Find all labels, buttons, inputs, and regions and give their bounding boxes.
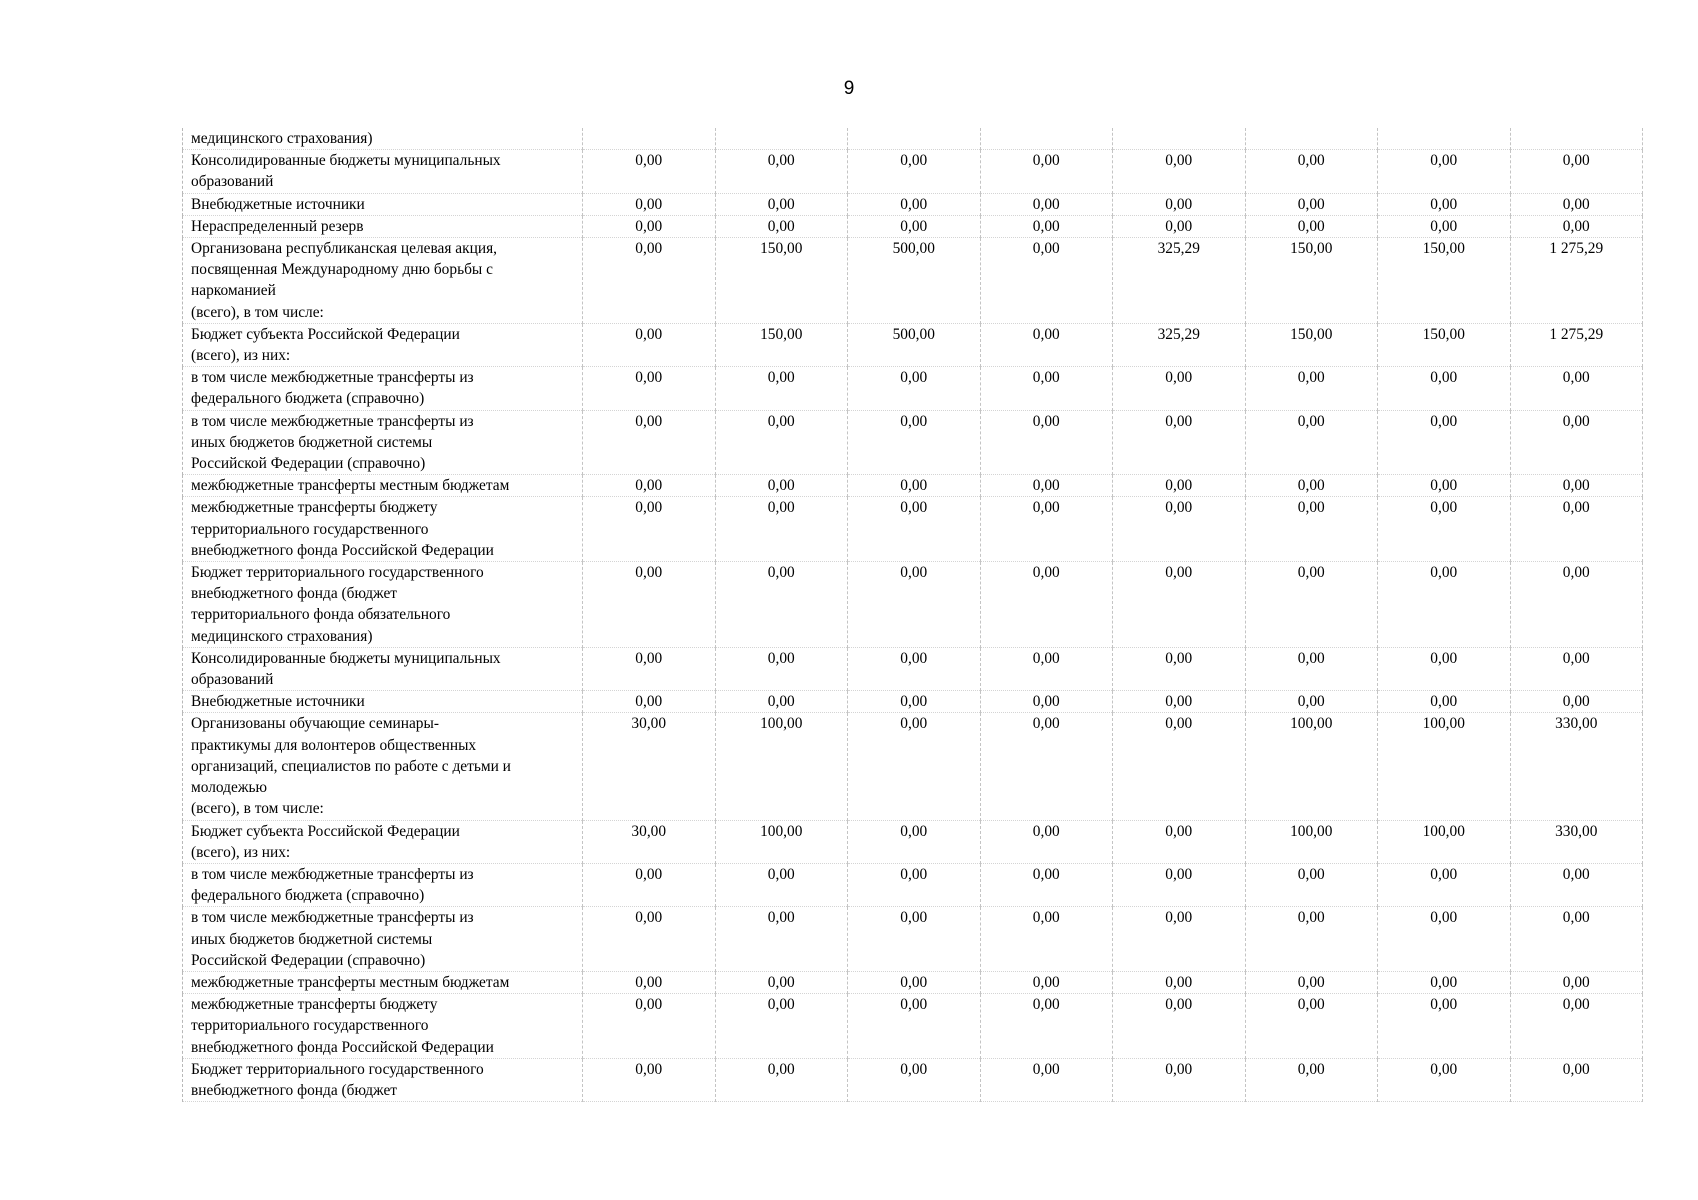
row-label-cell xyxy=(183,713,583,820)
value-cell: 0,00 xyxy=(715,691,848,713)
value-cell: 0,00 xyxy=(715,215,848,237)
value-cell: 0,00 xyxy=(848,820,981,863)
value-cell: 0,00 xyxy=(1245,647,1378,690)
value-cell: 0,00 xyxy=(1245,410,1378,475)
row-label-line: Организованы обучающие семинары- xyxy=(191,715,439,733)
value-cell: 0,00 xyxy=(1510,410,1643,475)
value-cell: 0,00 xyxy=(583,150,716,193)
value-cell: 0,00 xyxy=(848,1058,981,1101)
row-label-line: (всего), из них: xyxy=(191,843,291,861)
table-row xyxy=(183,713,1643,820)
value-cell: 150,00 xyxy=(715,323,848,366)
value-cell: 0,00 xyxy=(980,971,1113,993)
value-cell: 0,00 xyxy=(1378,971,1511,993)
value-cell: 0,00 xyxy=(715,994,848,1059)
value-cell: 0,00 xyxy=(1510,691,1643,713)
table-row xyxy=(183,215,1643,237)
value-cell: 100,00 xyxy=(715,820,848,863)
value-cell: 0,00 xyxy=(980,410,1113,475)
value-cell: 0,00 xyxy=(583,647,716,690)
value-cell: 0,00 xyxy=(1113,691,1246,713)
value-cell: 0,00 xyxy=(583,1058,716,1101)
row-label-cell xyxy=(183,323,583,366)
value-cell: 0,00 xyxy=(1245,863,1378,906)
value-cell: 0,00 xyxy=(1378,367,1511,410)
value-cell: 330,00 xyxy=(1510,820,1643,863)
value-cell: 0,00 xyxy=(980,907,1113,972)
value-cell: 0,00 xyxy=(1245,562,1378,648)
row-label-line: Бюджет субъекта Российской Федерации xyxy=(191,325,460,343)
value-cell: 0,00 xyxy=(1510,215,1643,237)
value-cell: 0,00 xyxy=(1245,497,1378,562)
row-label-line: в том числе межбюджетные трансферты из xyxy=(191,369,474,387)
table-row xyxy=(183,238,1643,324)
value-cell: 0,00 xyxy=(583,994,716,1059)
value-cell: 0,00 xyxy=(1510,562,1643,648)
table-row xyxy=(183,863,1643,906)
row-label-cell xyxy=(183,128,583,150)
value-cell: 0,00 xyxy=(848,863,981,906)
value-cell: 150,00 xyxy=(1245,238,1378,324)
value-cell: 100,00 xyxy=(1378,820,1511,863)
value-cell: 0,00 xyxy=(1245,475,1378,497)
value-cell: 0,00 xyxy=(583,215,716,237)
row-label-line: Консолидированные бюджеты муниципальных xyxy=(191,649,501,667)
value-cell: 0,00 xyxy=(1113,475,1246,497)
value-cell: 0,00 xyxy=(848,691,981,713)
value-cell: 0,00 xyxy=(980,562,1113,648)
row-label-cell xyxy=(183,150,583,193)
row-label-cell xyxy=(183,475,583,497)
value-cell: 0,00 xyxy=(1378,475,1511,497)
value-cell: 0,00 xyxy=(980,475,1113,497)
row-label-line: межбюджетные трансферты местным бюджетам xyxy=(191,477,510,495)
table-row xyxy=(183,410,1643,475)
value-cell: 0,00 xyxy=(583,907,716,972)
value-cell: 100,00 xyxy=(1245,820,1378,863)
row-label-line: внебюджетного фонда Российской Федерации xyxy=(191,1038,494,1056)
value-cell: 100,00 xyxy=(1378,713,1511,820)
row-label-line: иных бюджетов бюджетной системы xyxy=(191,930,433,948)
row-label-line: федерального бюджета (справочно) xyxy=(191,887,425,905)
table-row xyxy=(183,367,1643,410)
value-cell xyxy=(980,128,1113,150)
table-row xyxy=(183,1058,1643,1101)
value-cell: 0,00 xyxy=(715,863,848,906)
value-cell: 1 275,29 xyxy=(1510,238,1643,324)
value-cell: 0,00 xyxy=(1510,907,1643,972)
value-cell: 150,00 xyxy=(715,238,848,324)
value-cell: 0,00 xyxy=(980,193,1113,215)
row-label-line: медицинского страхования) xyxy=(191,627,373,645)
row-label-line: территориального государственного xyxy=(191,520,429,538)
value-cell: 0,00 xyxy=(1113,562,1246,648)
value-cell: 0,00 xyxy=(1113,150,1246,193)
value-cell: 0,00 xyxy=(1245,1058,1378,1101)
value-cell: 0,00 xyxy=(1378,863,1511,906)
row-label-line: в том числе межбюджетные трансферты из xyxy=(191,865,474,883)
value-cell: 0,00 xyxy=(980,215,1113,237)
table-row xyxy=(183,971,1643,993)
value-cell: 150,00 xyxy=(1378,238,1511,324)
value-cell: 0,00 xyxy=(583,475,716,497)
row-label-line: Организована республиканская целевая акция, xyxy=(191,240,498,258)
row-label-line: (всего), из них: xyxy=(191,347,291,365)
value-cell: 0,00 xyxy=(848,994,981,1059)
row-label-line: (всего), в том числе: xyxy=(191,800,324,818)
table-row xyxy=(183,497,1643,562)
row-label-cell xyxy=(183,367,583,410)
row-label-cell xyxy=(183,647,583,690)
row-label-cell xyxy=(183,863,583,906)
value-cell: 0,00 xyxy=(583,497,716,562)
value-cell: 0,00 xyxy=(848,193,981,215)
value-cell: 0,00 xyxy=(848,367,981,410)
row-label-cell xyxy=(183,497,583,562)
value-cell: 0,00 xyxy=(1510,971,1643,993)
value-cell: 0,00 xyxy=(583,323,716,366)
value-cell: 0,00 xyxy=(715,497,848,562)
value-cell: 0,00 xyxy=(715,475,848,497)
value-cell: 0,00 xyxy=(715,1058,848,1101)
row-label-line: образований xyxy=(191,173,274,191)
page-number: 9 xyxy=(843,78,855,99)
value-cell: 0,00 xyxy=(1378,691,1511,713)
value-cell: 0,00 xyxy=(848,907,981,972)
value-cell: 0,00 xyxy=(848,497,981,562)
row-label-line: Внебюджетные источники xyxy=(191,195,365,213)
value-cell: 0,00 xyxy=(1510,475,1643,497)
value-cell: 0,00 xyxy=(980,713,1113,820)
value-cell: 0,00 xyxy=(1113,713,1246,820)
value-cell: 325,29 xyxy=(1113,323,1246,366)
row-label-line: (всего), в том числе: xyxy=(191,303,324,321)
value-cell: 0,00 xyxy=(848,971,981,993)
value-cell xyxy=(1245,128,1378,150)
row-label-line: в том числе межбюджетные трансферты из xyxy=(191,909,474,927)
value-cell: 0,00 xyxy=(980,367,1113,410)
value-cell: 0,00 xyxy=(1113,863,1246,906)
value-cell: 0,00 xyxy=(1510,193,1643,215)
value-cell: 0,00 xyxy=(980,647,1113,690)
row-label-line: Внебюджетные источники xyxy=(191,693,365,711)
row-label-line: иных бюджетов бюджетной системы xyxy=(191,433,433,451)
value-cell: 0,00 xyxy=(1113,410,1246,475)
value-cell xyxy=(1113,128,1246,150)
row-label-cell xyxy=(183,971,583,993)
row-label-line: организаций, специалистов по работе с детьми и xyxy=(191,757,511,775)
value-cell: 0,00 xyxy=(1510,994,1643,1059)
row-label-line: межбюджетные трансферты бюджету xyxy=(191,499,438,517)
table-row xyxy=(183,562,1643,648)
row-label-line: молодежью xyxy=(191,779,267,797)
value-cell xyxy=(848,128,981,150)
row-label-line: практикумы для волонтеров общественных xyxy=(191,736,477,754)
value-cell: 0,00 xyxy=(583,410,716,475)
row-label-line: наркоманией xyxy=(191,282,276,300)
value-cell: 0,00 xyxy=(980,820,1113,863)
value-cell: 0,00 xyxy=(583,367,716,410)
value-cell: 100,00 xyxy=(1245,713,1378,820)
value-cell: 0,00 xyxy=(1378,410,1511,475)
value-cell: 0,00 xyxy=(715,150,848,193)
value-cell: 0,00 xyxy=(1113,647,1246,690)
value-cell: 0,00 xyxy=(848,647,981,690)
value-cell xyxy=(1378,128,1511,150)
row-label-cell xyxy=(183,691,583,713)
value-cell: 0,00 xyxy=(1378,994,1511,1059)
value-cell: 0,00 xyxy=(1378,150,1511,193)
value-cell: 0,00 xyxy=(583,863,716,906)
table-row xyxy=(183,128,1643,150)
value-cell: 0,00 xyxy=(1113,1058,1246,1101)
value-cell: 0,00 xyxy=(1510,1058,1643,1101)
value-cell: 0,00 xyxy=(583,238,716,324)
row-label-cell xyxy=(183,907,583,972)
value-cell: 0,00 xyxy=(583,971,716,993)
row-label-line: Нераспределенный резерв xyxy=(191,217,364,235)
value-cell: 0,00 xyxy=(980,994,1113,1059)
row-label-line: межбюджетные трансферты бюджету xyxy=(191,996,438,1014)
value-cell: 0,00 xyxy=(980,238,1113,324)
value-cell: 0,00 xyxy=(715,410,848,475)
row-label-line: медицинского страхования) xyxy=(191,130,373,147)
value-cell: 0,00 xyxy=(1378,562,1511,648)
value-cell: 0,00 xyxy=(715,971,848,993)
row-label-line: Российской Федерации (справочно) xyxy=(191,951,426,969)
value-cell: 0,00 xyxy=(1113,820,1246,863)
value-cell: 0,00 xyxy=(1510,150,1643,193)
value-cell: 0,00 xyxy=(1378,193,1511,215)
value-cell: 0,00 xyxy=(848,150,981,193)
value-cell: 0,00 xyxy=(1378,215,1511,237)
value-cell: 0,00 xyxy=(1113,497,1246,562)
value-cell: 0,00 xyxy=(1245,367,1378,410)
value-cell xyxy=(583,128,716,150)
row-label-line: Российской Федерации (справочно) xyxy=(191,455,426,473)
value-cell: 0,00 xyxy=(848,713,981,820)
value-cell: 0,00 xyxy=(583,562,716,648)
row-label-line: территориального государственного xyxy=(191,1017,429,1035)
table-row xyxy=(183,820,1643,863)
table-row xyxy=(183,647,1643,690)
value-cell: 0,00 xyxy=(1378,497,1511,562)
value-cell: 0,00 xyxy=(848,215,981,237)
value-cell: 0,00 xyxy=(583,691,716,713)
value-cell: 0,00 xyxy=(980,863,1113,906)
row-label-cell xyxy=(183,1058,583,1101)
row-label-line: федерального бюджета (справочно) xyxy=(191,390,425,408)
value-cell: 1 275,29 xyxy=(1510,323,1643,366)
value-cell: 0,00 xyxy=(848,475,981,497)
value-cell: 500,00 xyxy=(848,238,981,324)
value-cell: 0,00 xyxy=(1378,1058,1511,1101)
table-row xyxy=(183,691,1643,713)
table-row xyxy=(183,475,1643,497)
value-cell: 150,00 xyxy=(1245,323,1378,366)
value-cell: 0,00 xyxy=(980,497,1113,562)
row-label-cell xyxy=(183,410,583,475)
value-cell: 0,00 xyxy=(583,193,716,215)
row-label-line: межбюджетные трансферты местным бюджетам xyxy=(191,973,510,991)
value-cell: 0,00 xyxy=(715,647,848,690)
value-cell: 0,00 xyxy=(715,367,848,410)
value-cell: 0,00 xyxy=(1113,193,1246,215)
value-cell: 0,00 xyxy=(1378,907,1511,972)
value-cell: 0,00 xyxy=(1245,907,1378,972)
row-label-line: внебюджетного фонда (бюджет xyxy=(191,1081,398,1099)
value-cell: 0,00 xyxy=(1245,994,1378,1059)
value-cell: 0,00 xyxy=(1378,647,1511,690)
value-cell: 0,00 xyxy=(715,193,848,215)
row-label-line: посвященная Международному дню борьбы с xyxy=(191,261,493,279)
value-cell: 0,00 xyxy=(980,691,1113,713)
row-label-line: Бюджет субъекта Российской Федерации xyxy=(191,822,460,840)
value-cell: 30,00 xyxy=(583,713,716,820)
table-row xyxy=(183,994,1643,1059)
value-cell: 100,00 xyxy=(715,713,848,820)
value-cell: 0,00 xyxy=(1245,215,1378,237)
row-label-line: внебюджетного фонда Российской Федерации xyxy=(191,541,494,559)
row-label-cell xyxy=(183,994,583,1059)
row-label-line: территориального фонда обязательного xyxy=(191,606,451,624)
value-cell: 0,00 xyxy=(1510,367,1643,410)
value-cell: 0,00 xyxy=(980,323,1113,366)
row-label-cell xyxy=(183,238,583,324)
value-cell: 0,00 xyxy=(1245,971,1378,993)
row-label-line: Бюджет территориального государственного xyxy=(191,564,484,582)
budget-table xyxy=(182,128,1643,1102)
row-label-line: образований xyxy=(191,671,274,689)
value-cell: 0,00 xyxy=(1510,647,1643,690)
value-cell: 30,00 xyxy=(583,820,716,863)
row-label-cell xyxy=(183,820,583,863)
row-label-line: внебюджетного фонда (бюджет xyxy=(191,585,398,603)
value-cell: 0,00 xyxy=(980,1058,1113,1101)
value-cell: 150,00 xyxy=(1378,323,1511,366)
value-cell: 0,00 xyxy=(1245,150,1378,193)
value-cell: 330,00 xyxy=(1510,713,1643,820)
value-cell: 0,00 xyxy=(1113,907,1246,972)
table-row xyxy=(183,150,1643,193)
table-row xyxy=(183,907,1643,972)
value-cell: 0,00 xyxy=(1113,215,1246,237)
row-label-cell xyxy=(183,215,583,237)
value-cell: 0,00 xyxy=(715,907,848,972)
value-cell: 0,00 xyxy=(715,562,848,648)
value-cell: 0,00 xyxy=(1113,971,1246,993)
value-cell: 0,00 xyxy=(980,150,1113,193)
value-cell: 0,00 xyxy=(1113,367,1246,410)
budget-table-body xyxy=(183,128,1643,1102)
value-cell: 0,00 xyxy=(848,562,981,648)
row-label-cell xyxy=(183,562,583,648)
value-cell xyxy=(715,128,848,150)
value-cell xyxy=(1510,128,1643,150)
value-cell: 0,00 xyxy=(1245,193,1378,215)
value-cell: 0,00 xyxy=(1113,994,1246,1059)
value-cell: 325,29 xyxy=(1113,238,1246,324)
value-cell: 0,00 xyxy=(1510,497,1643,562)
row-label-line: в том числе межбюджетные трансферты из xyxy=(191,412,474,430)
row-label-line: Консолидированные бюджеты муниципальных xyxy=(191,152,501,170)
row-label-line: Бюджет территориального государственного xyxy=(191,1060,484,1078)
value-cell: 0,00 xyxy=(1245,691,1378,713)
budget-table-container xyxy=(182,128,1642,1102)
table-row xyxy=(183,323,1643,366)
value-cell: 0,00 xyxy=(848,410,981,475)
row-label-cell xyxy=(183,193,583,215)
value-cell: 0,00 xyxy=(1510,863,1643,906)
table-row xyxy=(183,193,1643,215)
value-cell: 500,00 xyxy=(848,323,981,366)
